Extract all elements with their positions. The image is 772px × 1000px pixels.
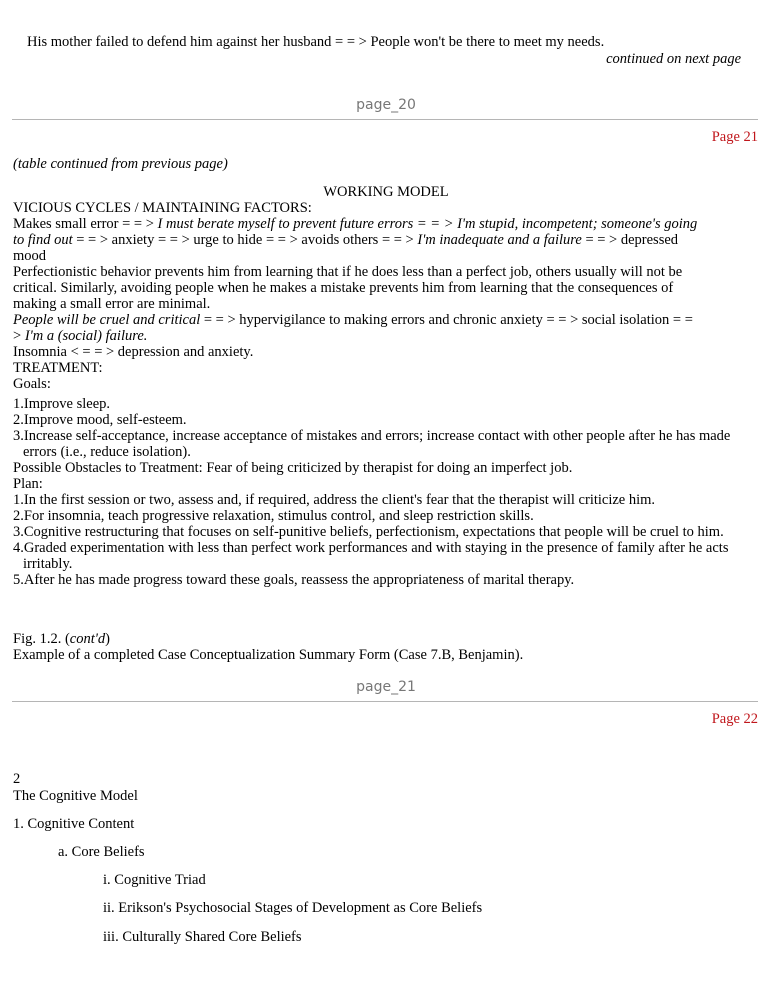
section-heading: WORKING MODEL — [323, 184, 449, 200]
list-item: 3.Increase self-acceptance, increase acceptance of mistakes and errors; increase contact with other people after he has made errors (i.e., reduce isolation). — [13, 428, 731, 460]
plan-list — [13, 492, 743, 588]
list-item: 3.Cognitive restructuring that focuses on self-punitive beliefs, perfectionism, expectations that people will be cruel to him. — [13, 524, 724, 540]
outline-level-3: iii. Culturally Shared Core Beliefs — [103, 929, 302, 945]
treatment-heading: TREATMENT: — [13, 360, 103, 376]
plan-heading: Plan: — [13, 476, 43, 492]
list-item: 2.Improve mood, self-esteem. — [13, 412, 187, 428]
outline-level-3: ii. Erikson's Psychosocial Stages of Development as Core Beliefs — [103, 900, 483, 916]
cycle-error: Makes small error = = > I must berate myself to prevent future errors = = > I'm stupid, incompetent; someone's going — [13, 216, 698, 232]
cycle-error-end: mood — [13, 248, 47, 264]
list-item: 2.For insomnia, teach progressive relaxation, stimulus control, and sleep restriction skills. — [13, 508, 534, 524]
cycle-cruel-cont: > I'm a (social) failure. — [13, 328, 148, 344]
page-number-22: Page 22 — [711, 711, 758, 727]
page-divider — [12, 701, 758, 702]
figure-label: Fig. 1.2. (cont'd) — [13, 631, 110, 647]
vicious-cycles-heading: VICIOUS CYCLES / MAINTAINING FACTORS: — [13, 200, 312, 216]
list-item: 5.After he has made progress toward these goals, reassess the appropriateness of marital therapy. — [13, 572, 575, 588]
chapter-title: The Cognitive Model — [13, 788, 138, 804]
outline-level-2: a. Core Beliefs — [58, 844, 145, 860]
obstacles-block — [13, 460, 743, 492]
table-continued-note: (table continued from previous page) — [13, 156, 228, 172]
perfectionism-line-1: Perfectionistic behavior prevents him from learning that if he does less than a perfect job, others usually will not be — [13, 264, 683, 280]
perfectionism-line-3: making a small error are minimal. — [13, 296, 211, 312]
perfectionism-line-2: critical. Similarly, avoiding people when he makes a mistake prevents him from learning that the consequences of — [13, 280, 674, 296]
page-marker-21: page_21 — [356, 679, 416, 695]
list-item: 1.In the first session or two, assess and, if required, address the client's fear that the therapist will criticize him. — [13, 492, 656, 508]
outline-level-1: 1. Cognitive Content — [13, 816, 135, 832]
page-marker-20: page_20 — [356, 97, 416, 113]
cycle-error-cont: to find out = = > anxiety = = > urge to hide = = > avoids others = = > I'm inadequate and a failure = = > depressed — [13, 232, 679, 248]
outline-level-3: i. Cognitive Triad — [103, 872, 206, 888]
continued-note: continued on next page — [606, 51, 741, 67]
chapter-number: 2 — [13, 771, 21, 787]
cycle-cruel: People will be cruel and critical = = > hypervigilance to making errors and chronic anxiety = = > social isolation = = — [13, 312, 693, 328]
page-divider — [12, 119, 758, 120]
goals-heading: Goals: — [13, 376, 51, 392]
obstacles-line: Possible Obstacles to Treatment: Fear of being criticized by therapist for doing an imperfect job. — [13, 460, 573, 476]
insomnia-line: Insomnia < = = > depression and anxiety. — [13, 344, 254, 360]
list-item: 4.Graded experimentation with less than perfect work performances and with staying in the presence of family after he acts irritably. — [13, 540, 729, 572]
body-line: His mother failed to defend him against her husband = = > People won't be there to meet my needs. — [27, 34, 605, 50]
working-model-body — [13, 200, 743, 392]
list-item: 1.Improve sleep. — [13, 396, 111, 412]
page-number-21: Page 21 — [711, 129, 758, 145]
goals-list — [13, 396, 743, 460]
figure-caption: Example of a completed Case Conceptualization Summary Form (Case 7.B, Benjamin). — [13, 647, 524, 663]
